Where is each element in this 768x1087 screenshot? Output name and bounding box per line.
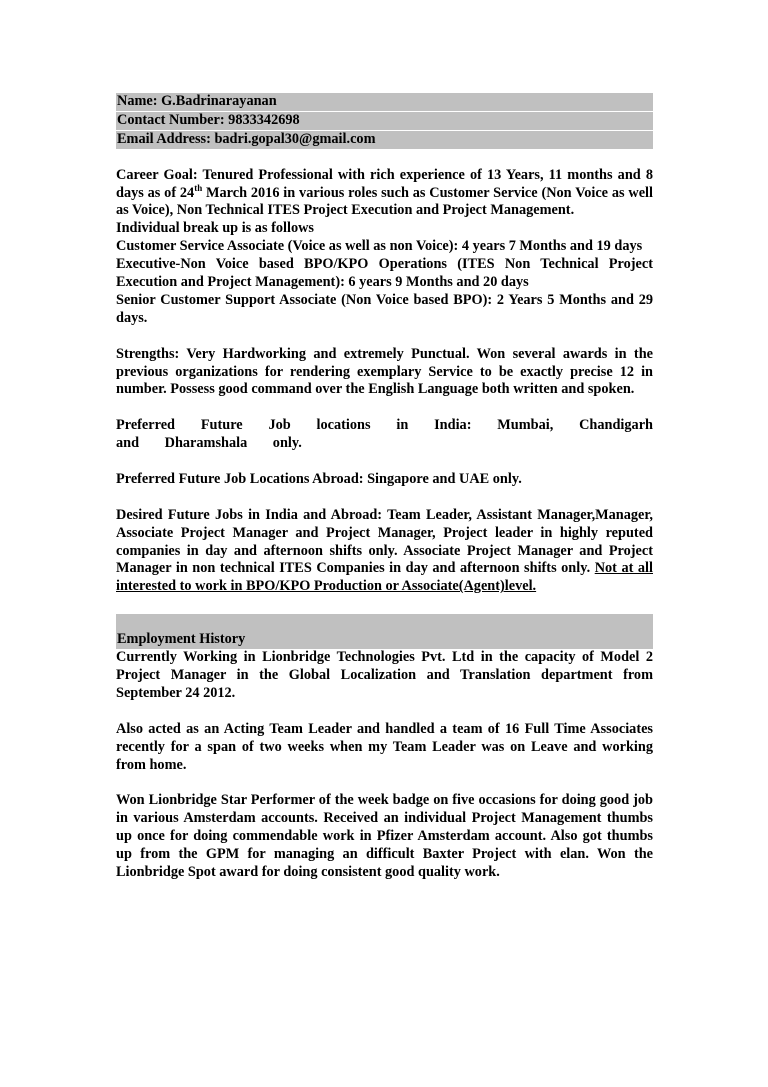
- name-line: Name: G.Badrinarayanan: [116, 93, 653, 111]
- preferred-locations-abroad: Preferred Future Job Locations Abroad: Singapore and UAE only.: [116, 470, 522, 487]
- employment-acting-team-leader: Also acted as an Acting Team Leader and handled a team of 16 Full Time Associates recently for a span of two weeks when my Team Leader was on Leave and working from home.: [116, 720, 653, 773]
- breakup-item-customer-service: Customer Service Associate (Voice as well as non Voice): 4 years 7 Months and 19 days: [116, 238, 643, 255]
- career-goal: Career Goal: Tenured Professional with rich experience of 13 Years, 11 months and 8 days as of 24th March 2016 in various roles such as Customer Service (Non Voice as well as Voice), Non Technical ITES Project Execution and Project Management.: [116, 166, 653, 219]
- employment-current-role: Currently Working in Lionbridge Technologies Pvt. Ltd in the capacity of Model 2 Project Manager in the Global Localization and Translation department from September 24 2012.: [116, 649, 653, 701]
- section-divider-band: [116, 614, 653, 631]
- resume-content: [116, 93, 653, 882]
- employment-history-heading: Employment History: [116, 631, 653, 649]
- employment-awards: Won Lionbridge Star Performer of the week badge on five occasions for doing good job in various Amsterdam accounts. Received an individual Project Management thumbs up once for doing commendable work in Pfizer Amsterdam account. Also got thumbs up from the GPM for managing an difficult Baxter Project with elan. Won the Lionbridge Spot award for doing consistent good quality work.: [116, 792, 653, 880]
- breakup-intro: Individual break up is as follows: [116, 220, 314, 237]
- breakup-item-executive: Executive-Non Voice based BPO/KPO Operations (ITES Non Technical Project Execution and Project Management): 6 years 9 Months and 20 days: [116, 256, 653, 291]
- strengths: Strengths: Very Hardworking and extremely Punctual. Won several awards in the previous organizations for rendering exemplary Service to be exactly precise 12 in number. Possess good command over the English Language both written and spoken.: [116, 345, 653, 398]
- breakup-item-senior-support: Senior Customer Support Associate (Non Voice based BPO): 2 Years 5 Months and 29 days.: [116, 291, 653, 326]
- not-interested-note: Not at all interested to work in BPO/KPO Production or Associate(Agent)level.: [116, 560, 653, 595]
- desired-jobs: Desired Future Jobs in India and Abroad: Team Leader, Assistant Manager,Manager, Associate Project Manager and Project Manager, Project leader in highly reputed companies in day and afternoon shifts only. Associate Project Manager and Project Manager in non technical ITES Companies in day and afternoon shifts only. Not at all interested to work in BPO/KPO Production or Associate(Agent)level.: [116, 506, 653, 595]
- contact-number-line: Contact Number: 9833342698: [116, 111, 653, 130]
- preferred-locations-india: Preferred Future Job locations in India: Mumbai, Chandigarh and Dharamshala only.: [116, 417, 653, 452]
- email-line: Email Address: badri.gopal30@gmail.com: [116, 130, 653, 149]
